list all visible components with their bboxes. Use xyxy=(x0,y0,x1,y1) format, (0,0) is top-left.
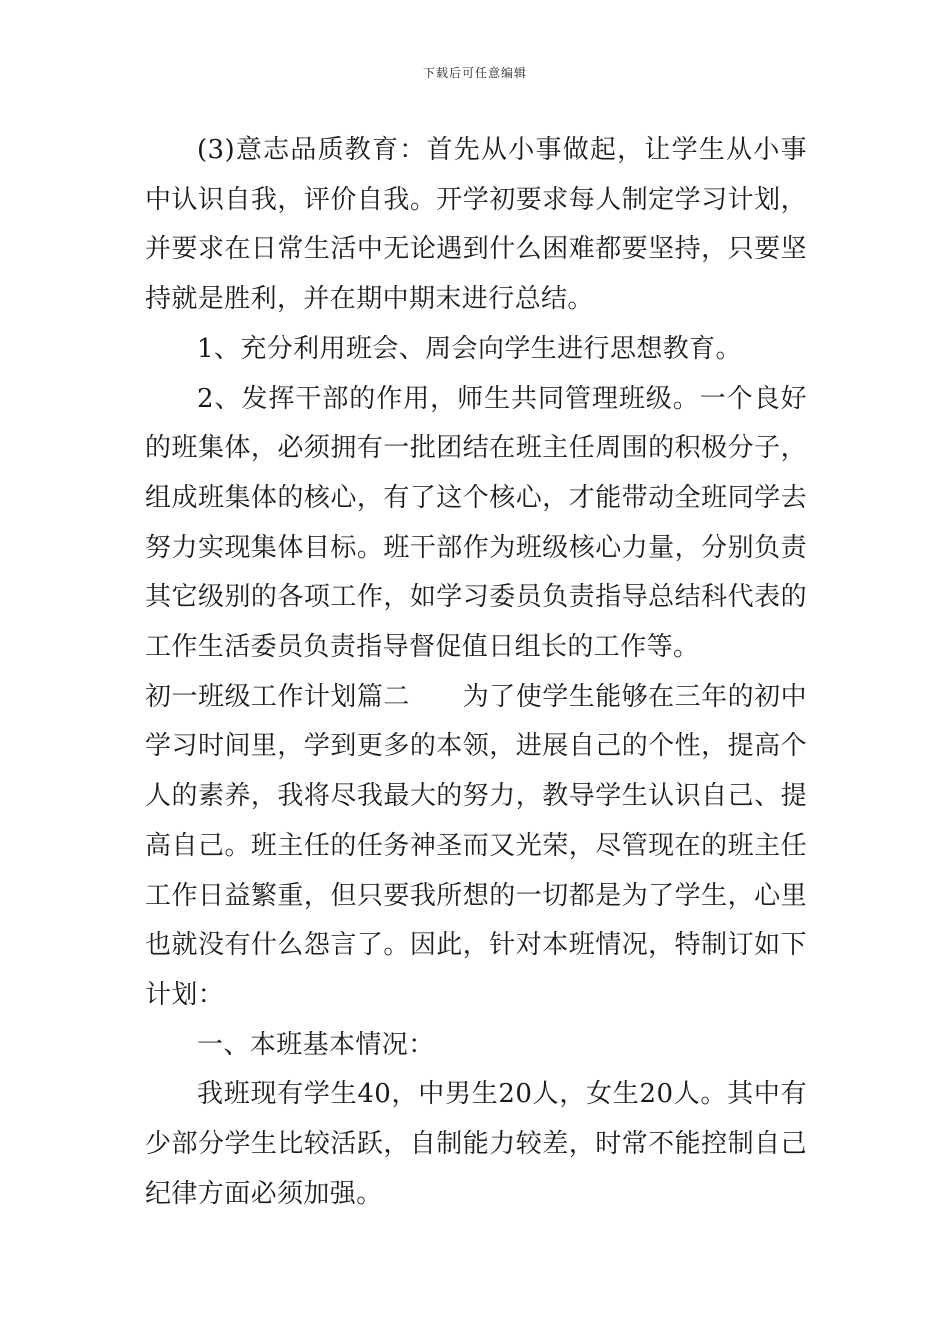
paragraph-class-cadres: 2、发挥干部的作用，师生共同管理班级。一个良好的班集体，必须拥有一批团结在班主任周围的积极分子，组成班集体的核心，有了这个核心，才能带动全班同学去努力实现集体目标。班干部作为班级核心力量，分别负责其它级别的各项工作，如学习委员负责指导总结科代表的工作生活委员负责指导督促值日组长的工作等。 xyxy=(145,383,807,663)
page-header-note: 下载后可任意编辑 xyxy=(422,66,527,80)
section-heading-class-situation: 一、本班基本情况： xyxy=(197,1029,435,1060)
paragraph-will-quality-education: (3)意志品质教育：首先从小事做起，让学生从小事中认识自我，评价自我。开学初要求每人制定学习计划，并要求在日常生活中无论遇到什么困难都要坚持，只要坚持就是胜利，并在期中期末进行总结。 xyxy=(145,135,807,315)
document-body xyxy=(145,126,807,1219)
paragraph-student-count: 我班现有学生40，中男生20人，女生20人。其中有少部分学生比较活跃，自制能力较差，时常不能控制自己纪律方面必须加强。 xyxy=(145,1079,807,1209)
paragraph-plan-part-two: 初一班级工作计划篇二 为了使学生能够在三年的初中学习时间里，学到更多的本领，进展自己的个性，提高个人的素养，我将尽我最大的努力，教导学生认识自己、提高自己。班主任的任务神圣而又光荣，尽管现在的班主任工作日益繁重，但只要我所想的一切都是为了学生，心里也就没有什么怨言了。因此，针对本班情况，特制订如下计划： xyxy=(145,681,807,1010)
paragraph-class-meeting: 1、充分利用班会、周会向学生进行思想教育。 xyxy=(197,333,742,364)
